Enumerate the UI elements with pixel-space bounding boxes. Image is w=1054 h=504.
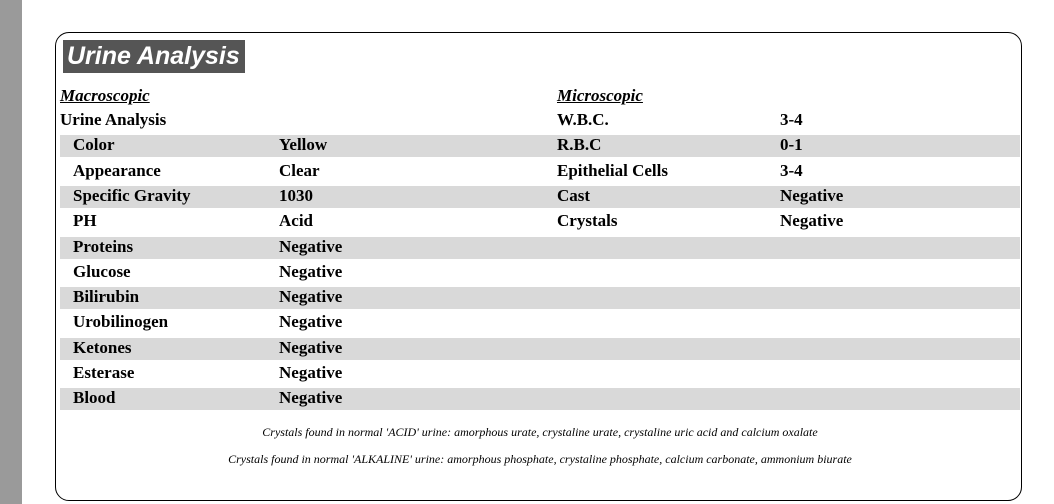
macroscopic-value-4: Negative (279, 236, 343, 256)
alkaline-crystals-note: Crystals found in normal 'ALKALINE' urine: amorphous phosphate, crystaline phosphate, calcium carbonate, ammonium biurate (228, 452, 852, 466)
macroscopic-label-6: Bilirubin (73, 287, 140, 307)
macroscopic-value-9: Negative (279, 363, 343, 382)
microscopic-label-2: Epithelial Cells (557, 160, 668, 180)
row-band (60, 186, 1020, 208)
row-band (60, 287, 1020, 309)
microscopic-value-3: Negative (780, 185, 844, 205)
microscopic-heading: Microscopic (557, 86, 643, 105)
microscopic-value-4: Negative (780, 211, 844, 231)
left-side-band (0, 0, 22, 504)
report-title: Urine Analysis (63, 40, 245, 73)
acid-crystals-note: Crystals found in normal 'ACID' urine: amorphous urate, crystaline urate, crystaline uric acid and calcium oxalate (262, 425, 818, 439)
microscopic-value-2: 3-4 (780, 160, 803, 180)
row-band (60, 388, 1020, 410)
microscopic-label-1: R.B.C (557, 135, 602, 155)
macroscopic-value-0: Yellow (279, 135, 328, 155)
microscopic-value-1: 0-1 (780, 135, 803, 155)
macroscopic-label-9: Esterase (73, 363, 135, 382)
macroscopic-label-7: Urobilinogen (73, 312, 169, 332)
row-band (60, 237, 1020, 259)
macroscopic-label-5: Glucose (73, 261, 131, 281)
macroscopic-value-6: Negative (279, 287, 343, 307)
macroscopic-label-10: Blood (73, 388, 116, 408)
macroscopic-value-3: Acid (279, 211, 313, 231)
microscopic-value-0: 3-4 (780, 110, 803, 129)
macroscopic-label-4: Proteins (73, 236, 134, 256)
macroscopic-value-5: Negative (279, 261, 343, 281)
row-band (60, 338, 1020, 360)
macroscopic-value-8: Negative (279, 337, 343, 357)
macroscopic-value-1: Clear (279, 160, 320, 180)
row-band (60, 135, 1020, 157)
macroscopic-label-0: Color (73, 135, 115, 155)
microscopic-label-4: Crystals (557, 211, 618, 231)
macroscopic-value-2: 1030 (279, 185, 313, 205)
microscopic-label-0: W.B.C. (557, 110, 609, 129)
macroscopic-label-2: Specific Gravity (73, 185, 191, 205)
macroscopic-heading: Macroscopic (60, 86, 150, 105)
macroscopic-group-label: Urine Analysis (60, 110, 167, 129)
macroscopic-value-10: Negative (279, 388, 343, 408)
macroscopic-label-8: Ketones (73, 337, 132, 357)
macroscopic-value-7: Negative (279, 312, 343, 332)
macroscopic-label-3: PH (73, 211, 97, 231)
macroscopic-label-1: Appearance (73, 160, 161, 180)
microscopic-label-3: Cast (557, 185, 591, 205)
